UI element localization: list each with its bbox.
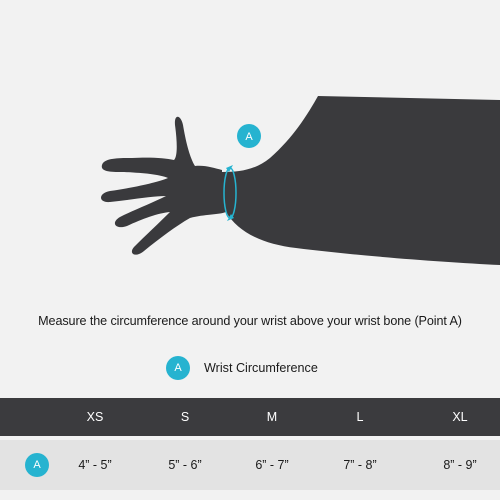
legend — [166, 356, 318, 380]
measurement-m: 6” - 7” — [255, 458, 289, 472]
row-badge: A — [25, 453, 49, 477]
legend-label: Wrist Circumference — [204, 361, 318, 375]
size-label-m: M — [266, 410, 278, 424]
measurement-s: 5” - 6” — [168, 458, 202, 472]
measurement-xs: 4” - 5” — [78, 458, 112, 472]
arm-silhouette — [101, 96, 500, 265]
size-label-s: S — [180, 410, 190, 424]
size-label-xs: XS — [86, 410, 104, 424]
measurement-xl: 8” - 9” — [443, 458, 477, 472]
measurement-l: 7” - 8” — [343, 458, 377, 472]
legend-badge: A — [166, 356, 190, 380]
measurement-row — [0, 440, 500, 490]
size-header-row — [0, 398, 500, 436]
point-a-badge-label: A — [245, 131, 253, 143]
measurement-instruction: Measure the circumference around your wrist above your wrist bone (Point A) — [38, 314, 462, 328]
size-label-xl: XL — [452, 410, 468, 424]
size-label-l: L — [356, 410, 364, 424]
